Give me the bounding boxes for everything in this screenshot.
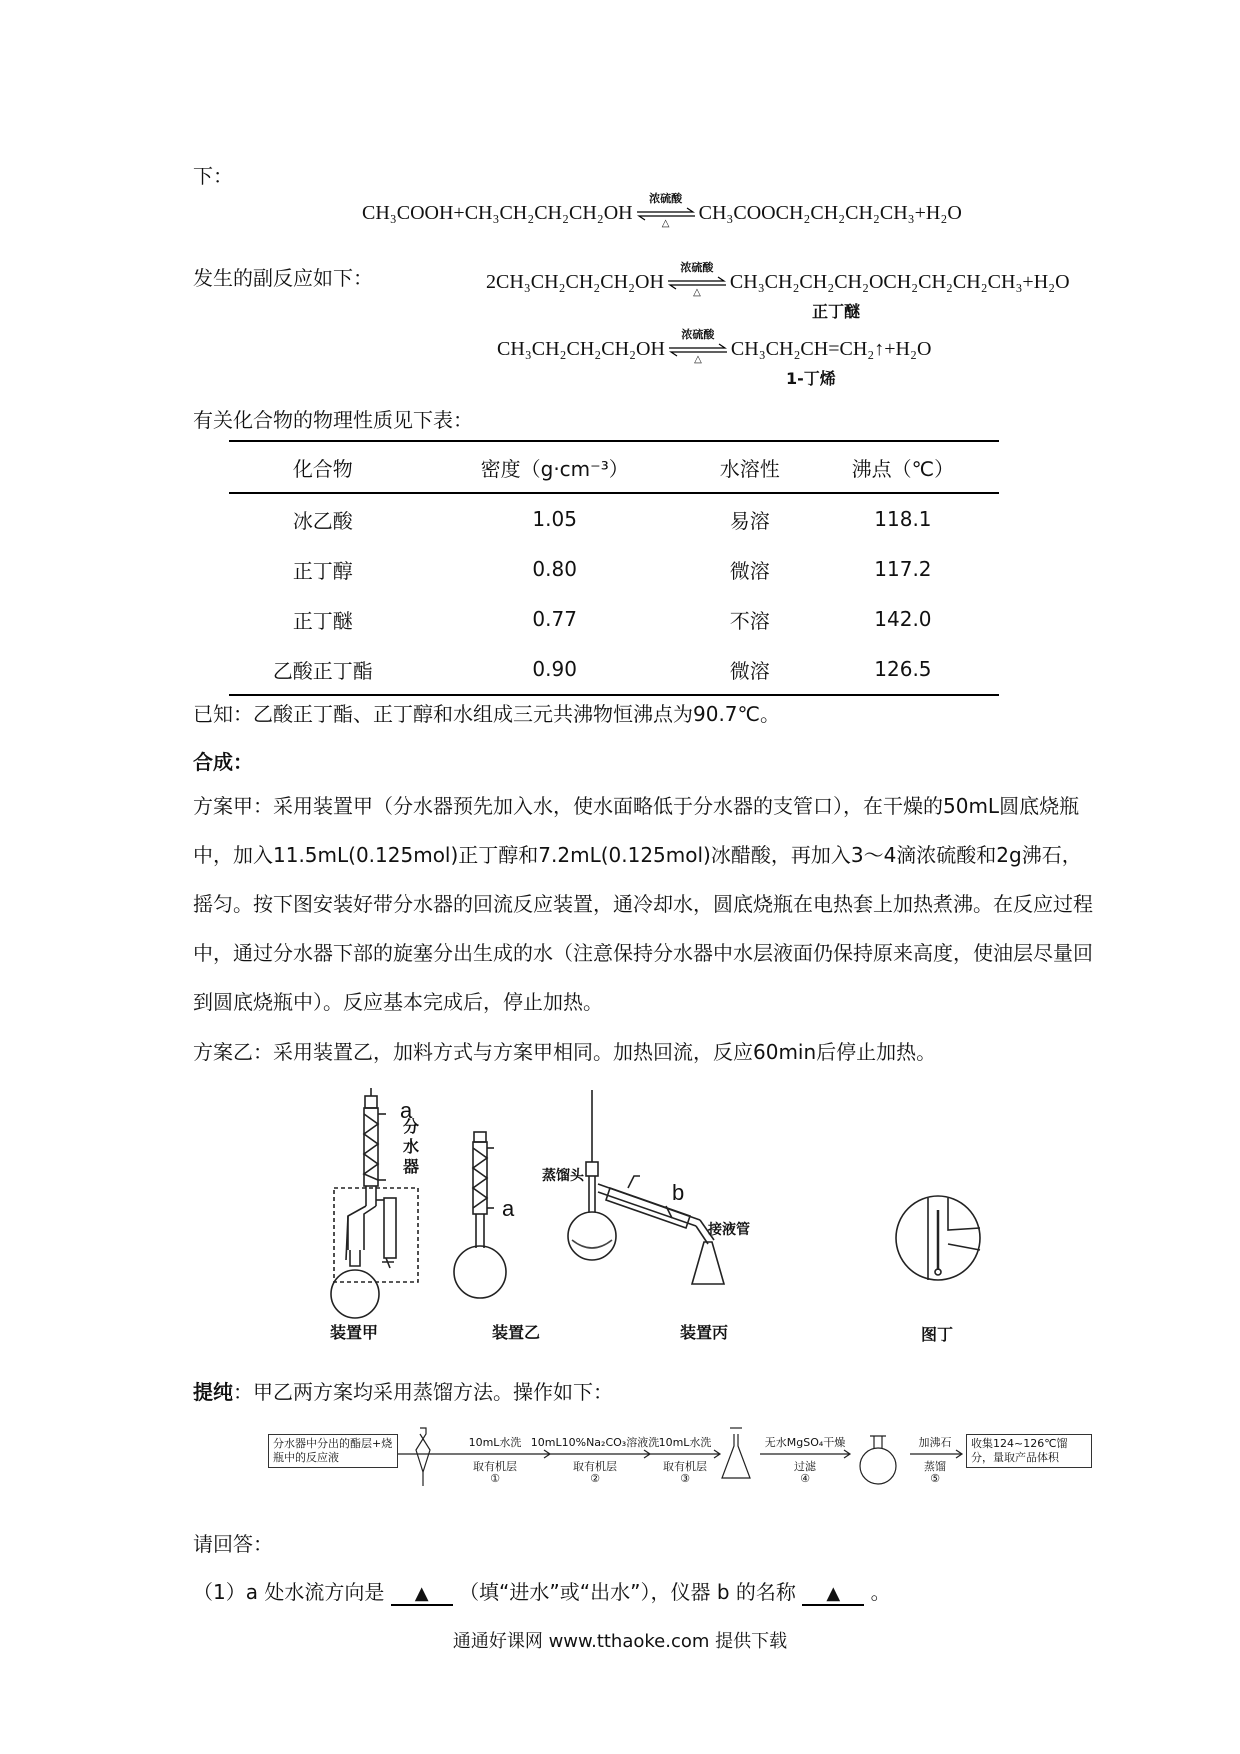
- plan-a-paragraph: 方案甲：采用装置甲（分水器预先加入水，使水面略低于分水器的支管口），在干燥的50mL圆底烧瓶中，加入11.5mL(0.125mol)正丁醇和7.2mL(0.125mol)冰醋酸，再加入3～4滴浓硫酸和2g沸石，摇匀。按下图安装好带分水器的回流反应装置，通冷却水，圆底烧瓶在电热套上加热煮沸。在反应过程中，通过分水器下部的旋塞分出生成的水（注意保持分水器中水层液面仍保持原来高度，使油层尽量回到圆底烧瓶中）。反应基本完成后，停止加热。: [193, 794, 1093, 1014]
- product-name-2: 1-丁烯: [786, 369, 836, 388]
- flow-step-5-num: ⑤: [930, 1472, 940, 1485]
- bing-label-b: b: [672, 1180, 685, 1205]
- plan-b-paragraph: 方案乙：采用装置乙，加料方式与方案甲相同。加热回流，反应60min后停止加热。: [193, 1040, 937, 1064]
- side-reactions-label: 发生的副反应如下：: [193, 266, 373, 290]
- answer-blank-1[interactable]: ▲: [391, 1583, 453, 1606]
- reaction-left: CH₃CH₂CH₂CH₂OH: [497, 338, 665, 360]
- flow-step-3-num: ③: [680, 1472, 690, 1485]
- flow-step-1-top: 10mL水洗: [468, 1436, 522, 1449]
- condition-top: 浓硫酸: [680, 262, 714, 275]
- table-row: [229, 594, 999, 644]
- cell: 126.5: [874, 657, 932, 681]
- table-row: [229, 644, 999, 695]
- question-1: [193, 1576, 891, 1606]
- cell: 1.05: [532, 507, 577, 531]
- condition-top: 浓硫酸: [649, 193, 683, 206]
- purify-heading: 提纯: [193, 1380, 233, 1404]
- question-1-part2: （填“进水”或“出水”），仪器 b 的名称: [459, 1580, 796, 1604]
- flow-step-1-num: ①: [490, 1472, 500, 1485]
- condition-top: 浓硫酸: [681, 329, 715, 342]
- reaction-left: CH₃COOH+CH₃CH₂CH₂CH₂OH: [362, 202, 633, 224]
- cell: 易溶: [729, 508, 770, 533]
- cell: 冰乙酸: [292, 508, 353, 533]
- apparatus-yi: [454, 1132, 506, 1298]
- flow-step-2-bottom: 取有机层: [573, 1460, 617, 1473]
- reaction-right: CH₃CH₂CH=CH₂↑+H₂O: [730, 338, 932, 360]
- jia-separator-label: 分水器: [403, 1117, 420, 1176]
- caption-ding: 图丁: [921, 1325, 954, 1344]
- reaction-arrow: [667, 329, 729, 366]
- cell: 不溶: [729, 608, 770, 633]
- flow-start-box: 分水器中分出的酯层+烧瓶中的反应液: [268, 1434, 398, 1468]
- caption-jia: 装置甲: [330, 1323, 379, 1342]
- side-reaction-2: [497, 329, 932, 366]
- header-density: 密度（g·cm⁻³）: [480, 456, 629, 481]
- cell: 142.0: [874, 607, 932, 631]
- synthesis-heading: 合成：: [193, 750, 253, 774]
- header-boiling-point: 沸点（℃）: [851, 456, 955, 481]
- cell: 0.90: [532, 657, 577, 681]
- main-reaction: [362, 193, 962, 230]
- table-row: [229, 544, 999, 594]
- yi-label-a: a: [502, 1196, 515, 1221]
- cell: 118.1: [874, 507, 932, 531]
- flow-step-2-num: ②: [590, 1472, 600, 1485]
- flow-step-4-top: 无水MgSO₄干燥: [764, 1436, 846, 1449]
- reaction-arrow: [666, 262, 728, 299]
- caption-yi: 装置乙: [492, 1323, 541, 1342]
- condition-bottom: △: [661, 218, 670, 230]
- purify-line: [193, 1376, 613, 1405]
- reaction-arrow: [635, 193, 697, 230]
- flow-end-box: 收集124~126℃馏分，量取产品体积: [966, 1434, 1092, 1468]
- table-intro: 有关化合物的物理性质见下表：: [193, 408, 473, 432]
- question-1-part1: （1）a 处水流方向是: [193, 1580, 385, 1604]
- flow-step-4-bottom: 过滤: [794, 1460, 816, 1473]
- header-solubility: 水溶性: [719, 456, 780, 481]
- reaction-right: CH₃COOCH₂CH₂CH₂CH₃+H₂O: [698, 202, 962, 224]
- footer: 通通好课网 www.tthaoke.com 提供下载: [452, 1631, 788, 1652]
- table-row: [229, 493, 999, 544]
- reaction-right: CH₃CH₂CH₂CH₂OCH₂CH₂CH₂CH₃+H₂O: [729, 271, 1070, 293]
- apparatus-figures: [320, 1080, 1100, 1360]
- flow-step-5-top: 加沸石: [918, 1436, 952, 1449]
- cell: 0.77: [532, 607, 577, 631]
- reaction-left: 2CH₃CH₂CH₂CH₂OH: [486, 271, 664, 293]
- condition-bottom: △: [693, 287, 701, 299]
- product-name-1: 正丁醚: [812, 302, 861, 321]
- flow-step-4-num: ④: [800, 1472, 810, 1485]
- intro-fragment: 下：: [193, 164, 233, 188]
- cell: 0.80: [532, 557, 577, 581]
- apparatus-bing: [568, 1090, 724, 1284]
- flow-step-5-bottom: 蒸馏: [924, 1460, 946, 1473]
- bing-label-receiver: 接液管: [708, 1222, 750, 1238]
- cell: 正丁醇: [292, 558, 353, 583]
- flow-step-3-top: 10mL水洗: [658, 1436, 712, 1449]
- apparatus-ding: [896, 1196, 980, 1280]
- cell: 正丁醚: [292, 608, 353, 633]
- cell: 微溶: [729, 658, 770, 683]
- cell: 微溶: [729, 558, 770, 583]
- jia-label-a: a: [400, 1098, 413, 1123]
- question-1-part3: 。: [870, 1580, 891, 1604]
- purify-text: ：甲乙两方案均采用蒸馏方法。操作如下：: [233, 1380, 613, 1404]
- flow-step-3-bottom: 取有机层: [663, 1460, 707, 1473]
- header-compound: 化合物: [292, 456, 353, 481]
- flow-step-1-bottom: 取有机层: [473, 1460, 517, 1473]
- cell: 117.2: [874, 557, 932, 581]
- known-note: 已知：乙酸正丁酯、正丁醇和水组成三元共沸物恒沸点为90.7℃。: [193, 702, 780, 726]
- answer-blank-2[interactable]: ▲: [802, 1583, 864, 1606]
- condition-bottom: △: [694, 354, 702, 366]
- caption-bing: 装置丙: [680, 1323, 729, 1342]
- cell: 乙酸正丁酯: [272, 658, 373, 683]
- flow-step-2-top: 10mL10%Na₂CO₃溶液洗: [530, 1436, 660, 1449]
- properties-table: [229, 440, 999, 696]
- side-reaction-1: [486, 262, 1070, 299]
- bing-label-head: 蒸馏头: [542, 1168, 584, 1184]
- question-intro: 请回答：: [193, 1532, 273, 1556]
- table-header-row: [229, 441, 999, 493]
